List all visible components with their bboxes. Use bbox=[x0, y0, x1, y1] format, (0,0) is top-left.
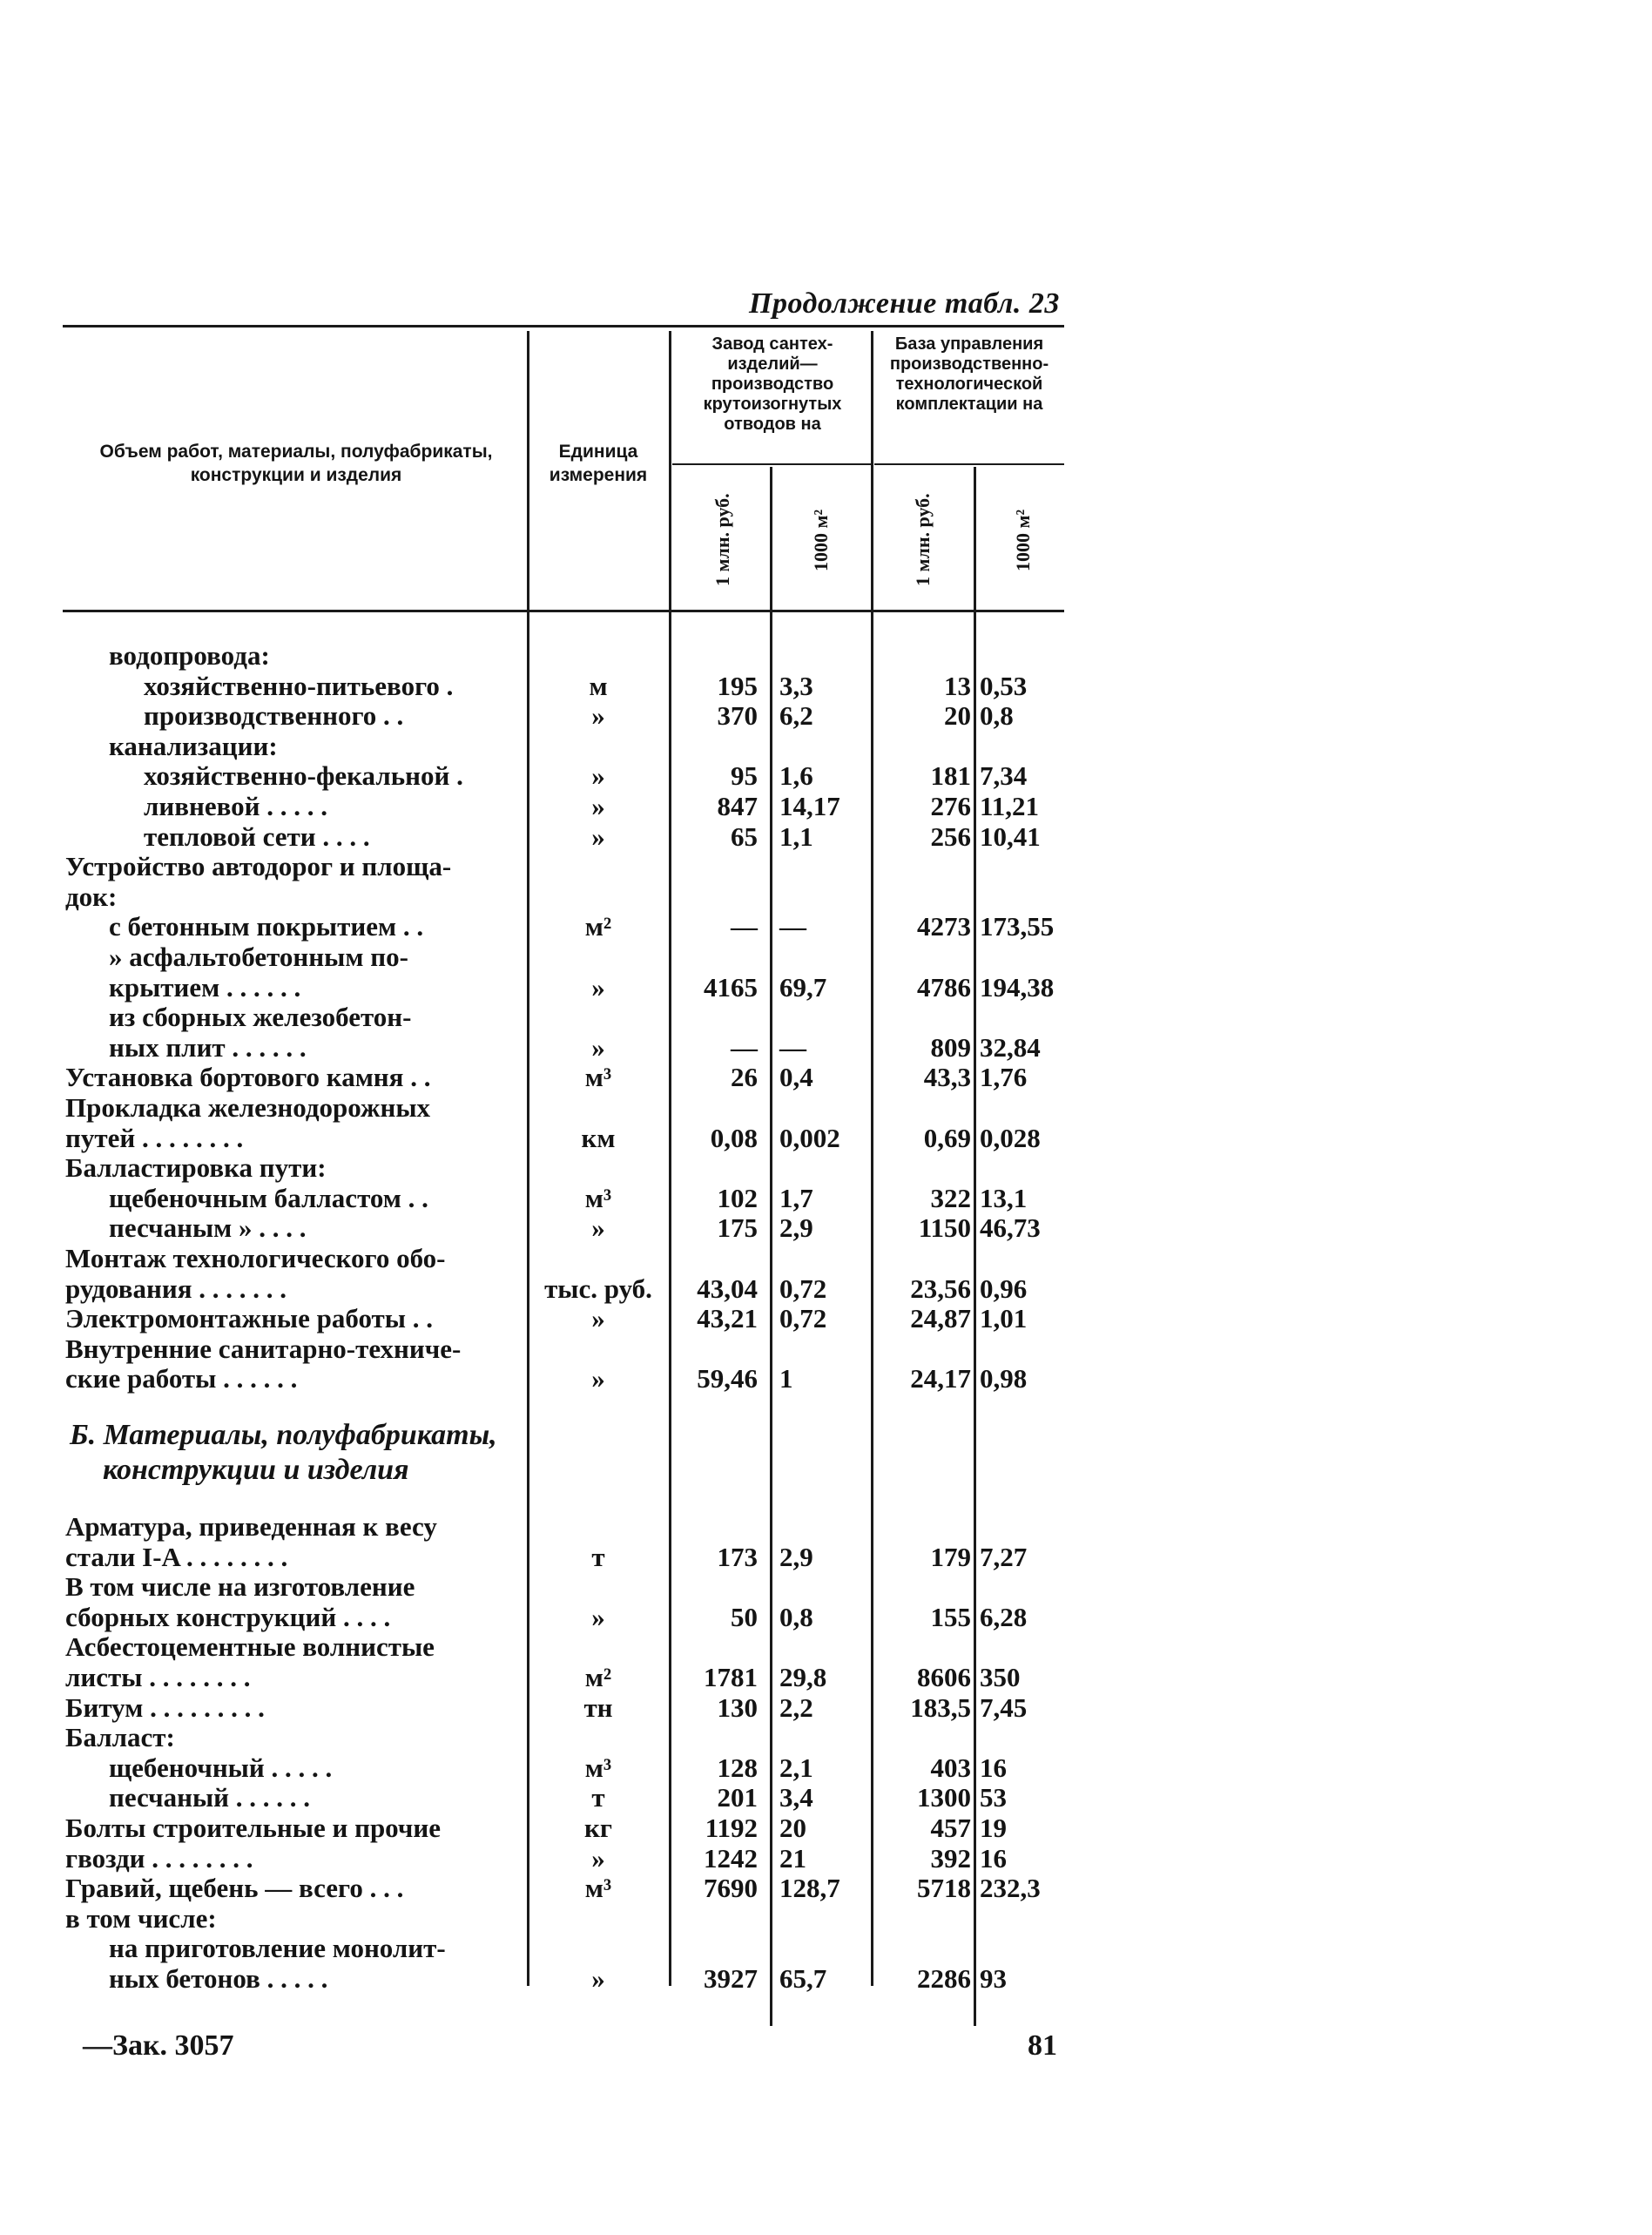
row-unit: км bbox=[581, 1122, 616, 1153]
row-value-b-1000: 53 bbox=[980, 1782, 1007, 1813]
row-value-b-1000: 6,28 bbox=[980, 1601, 1028, 1632]
row-value-b-mln: 276 bbox=[930, 791, 971, 821]
row-value-a-mln: 50 bbox=[731, 1601, 758, 1632]
row-value-b-mln: 809 bbox=[930, 1031, 971, 1063]
row-unit: » bbox=[591, 820, 605, 852]
row-value-a-mln: 195 bbox=[717, 670, 758, 701]
row-name: Битум . . . . . . . . . bbox=[65, 1691, 265, 1723]
row-value-b-1000: 93 bbox=[980, 1963, 1007, 1994]
row-value-a-1000: 20 bbox=[779, 1813, 806, 1843]
row-value-b-1000: 0,53 bbox=[980, 670, 1028, 701]
row-value-a-mln: 173 bbox=[717, 1541, 758, 1572]
row-value-a-mln: 130 bbox=[717, 1691, 758, 1723]
row-value-a-mln: 847 bbox=[717, 791, 758, 821]
row-value-b-mln: 322 bbox=[930, 1182, 971, 1213]
row-value-a-1000: 2,1 bbox=[779, 1752, 813, 1783]
row-unit: тн bbox=[583, 1691, 613, 1723]
header-bottom-rule bbox=[63, 610, 1064, 612]
row-name: канализации: bbox=[109, 730, 278, 761]
row-name: Балласт: bbox=[65, 1722, 175, 1753]
row-unit: » bbox=[591, 1601, 605, 1632]
row-unit: » bbox=[591, 1842, 605, 1874]
row-value-b-1000: 1,76 bbox=[980, 1062, 1028, 1093]
row-name: листы . . . . . . . . bbox=[65, 1662, 251, 1692]
row-value-b-mln: 0,69 bbox=[923, 1122, 971, 1153]
row-name: тепловой сети . . . . bbox=[144, 820, 370, 852]
row-value-a-mln: 43,04 bbox=[697, 1273, 758, 1304]
row-value-b-1000: 0,98 bbox=[980, 1363, 1028, 1394]
row-name: с бетонным покрытием . . bbox=[109, 911, 424, 942]
page-number: 81 bbox=[1028, 2029, 1057, 2062]
row-value-b-mln: 392 bbox=[930, 1842, 971, 1874]
row-value-b-1000: 11,21 bbox=[980, 791, 1040, 821]
row-value-b-1000: 32,84 bbox=[980, 1031, 1041, 1063]
row-value-a-mln: 1781 bbox=[704, 1662, 758, 1692]
col-divider-unit bbox=[669, 331, 671, 1986]
row-value-a-1000: 2,9 bbox=[779, 1212, 813, 1244]
row-name: ливневой . . . . . bbox=[144, 791, 328, 821]
row-name: Гравий, щебень — всего . . . bbox=[65, 1873, 404, 1904]
row-value-b-1000: 7,27 bbox=[980, 1541, 1028, 1572]
row-value-a-mln: 4165 bbox=[704, 971, 758, 1003]
row-value-b-mln: 457 bbox=[930, 1813, 971, 1843]
row-name: Арматура, приведенная к весу bbox=[65, 1511, 437, 1542]
row-unit: » bbox=[591, 1212, 605, 1244]
row-unit: м³ bbox=[584, 1873, 612, 1904]
row-unit: » bbox=[591, 700, 605, 732]
row-unit: » bbox=[591, 1303, 605, 1334]
row-name: на приготовление монолит- bbox=[109, 1933, 446, 1964]
table-top-rule bbox=[63, 325, 1064, 327]
row-unit: » bbox=[591, 1363, 605, 1394]
row-value-a-1000: 128,7 bbox=[779, 1873, 840, 1904]
row-value-b-mln: 43,3 bbox=[923, 1062, 971, 1093]
row-unit: тыс. руб. bbox=[544, 1273, 652, 1304]
row-name: Балластировка пути: bbox=[65, 1152, 327, 1184]
row-value-b-mln: 4786 bbox=[917, 971, 971, 1003]
row-name: ных плит . . . . . . bbox=[109, 1031, 307, 1063]
row-value-a-mln: 65 bbox=[731, 820, 758, 852]
header-sub-a-mln: 1 млн. руб. bbox=[711, 493, 733, 587]
col-divider-b bbox=[974, 467, 976, 2026]
row-value-a-mln: 201 bbox=[717, 1782, 758, 1813]
row-value-a-1000: 0,72 bbox=[779, 1273, 827, 1304]
row-value-a-1000: 29,8 bbox=[779, 1662, 827, 1692]
row-unit: м³ bbox=[584, 1182, 612, 1213]
row-name: Болты строительные и прочие bbox=[65, 1813, 441, 1843]
row-unit: м³ bbox=[584, 1062, 612, 1093]
row-name: песчаным » . . . . bbox=[109, 1212, 307, 1244]
row-name: ных бетонов . . . . . bbox=[109, 1963, 328, 1994]
row-value-a-mln: 0,08 bbox=[710, 1122, 758, 1153]
row-value-b-1000: 173,55 bbox=[980, 911, 1055, 942]
row-value-b-1000: 232,3 bbox=[980, 1873, 1041, 1904]
row-value-b-mln: 256 bbox=[930, 820, 971, 852]
row-value-a-1000: 0,002 bbox=[779, 1122, 840, 1153]
row-value-a-1000: 0,8 bbox=[779, 1601, 813, 1632]
section-b-title-line1: Б. Материалы, полуфабрикаты, bbox=[70, 1419, 497, 1451]
row-value-a-mln: 43,21 bbox=[697, 1303, 758, 1334]
footer-order-number: —Зак. 3057 bbox=[83, 2029, 234, 2062]
row-value-b-1000: 194,38 bbox=[980, 971, 1055, 1003]
row-name: ские работы . . . . . . bbox=[65, 1363, 298, 1394]
row-name: док: bbox=[65, 881, 118, 912]
row-value-a-1000: 69,7 bbox=[779, 971, 827, 1003]
row-unit: т bbox=[591, 1541, 605, 1572]
row-value-a-mln: 1192 bbox=[705, 1813, 758, 1843]
row-value-a-mln: 26 bbox=[731, 1062, 758, 1093]
row-value-a-mln: 102 bbox=[717, 1182, 758, 1213]
row-value-b-1000: 7,45 bbox=[980, 1691, 1028, 1723]
row-value-a-1000: 3,4 bbox=[779, 1782, 813, 1813]
row-unit: м bbox=[589, 670, 608, 701]
row-unit: » bbox=[591, 1963, 605, 1994]
row-name: песчаный . . . . . . bbox=[109, 1782, 311, 1813]
group-b-underline bbox=[874, 463, 1064, 465]
row-value-a-1000: 1,1 bbox=[779, 820, 813, 852]
row-value-b-1000: 0,8 bbox=[980, 700, 1014, 732]
row-value-b-1000: 350 bbox=[980, 1662, 1021, 1692]
row-unit: т bbox=[591, 1782, 605, 1813]
row-value-a-1000: 21 bbox=[779, 1842, 806, 1874]
row-name: Монтаж технологического обо- bbox=[65, 1243, 446, 1273]
header-sub-b-mln: 1 млн. руб. bbox=[912, 493, 934, 587]
row-unit: » bbox=[591, 760, 605, 792]
row-value-a-1000: — bbox=[779, 1031, 806, 1063]
row-name: хозяйственно-фекальной . bbox=[144, 760, 463, 792]
row-value-a-mln: 7690 bbox=[704, 1873, 758, 1904]
row-value-b-mln: 2286 bbox=[917, 1963, 971, 1994]
row-value-b-mln: 8606 bbox=[917, 1662, 971, 1692]
row-value-b-1000: 13,1 bbox=[980, 1182, 1028, 1213]
row-value-b-mln: 24,87 bbox=[910, 1303, 971, 1334]
row-value-b-mln: 1150 bbox=[918, 1212, 971, 1244]
row-value-b-1000: 16 bbox=[980, 1752, 1007, 1783]
row-name: Прокладка железнодорожных bbox=[65, 1092, 431, 1123]
row-name: путей . . . . . . . . bbox=[65, 1122, 244, 1153]
row-name: Установка бортового камня . . bbox=[65, 1062, 431, 1093]
row-name: » асфальтобетонным по- bbox=[109, 942, 408, 972]
row-value-b-1000: 16 bbox=[980, 1842, 1007, 1874]
row-name: щебеночным балластом . . bbox=[109, 1182, 428, 1213]
row-name: крытием . . . . . . bbox=[109, 971, 301, 1003]
row-unit: м² bbox=[584, 911, 612, 942]
row-value-a-1000: 1,6 bbox=[779, 760, 813, 792]
row-name: производственного . . bbox=[144, 700, 404, 732]
row-value-b-1000: 19 bbox=[980, 1813, 1007, 1843]
row-unit: » bbox=[591, 791, 605, 821]
header-sub-b-1000: 1000 м² bbox=[1012, 509, 1034, 571]
row-name: рудования . . . . . . . bbox=[65, 1273, 287, 1304]
header-group-a: Завод сантех-изделий—производство крутоизогнутых отводов на bbox=[703, 334, 842, 434]
row-unit: » bbox=[591, 971, 605, 1003]
row-name: Устройство автодорог и площа- bbox=[65, 851, 452, 882]
row-name: Асбестоцементные волнистые bbox=[65, 1631, 435, 1663]
row-value-b-1000: 0,96 bbox=[980, 1273, 1028, 1304]
header-col-name: Объем работ, материалы, полуфабрикаты, конструкции и изделия bbox=[99, 442, 493, 485]
row-value-b-1000: 0,028 bbox=[980, 1122, 1041, 1153]
row-value-b-1000: 10,41 bbox=[980, 820, 1041, 852]
row-value-b-mln: 181 bbox=[930, 760, 971, 792]
col-divider-name bbox=[527, 331, 529, 1986]
row-value-b-mln: 403 bbox=[930, 1752, 971, 1783]
header-group-b: База управления производственно-технологической комплектации на bbox=[889, 334, 1049, 414]
header-col-unit: Единица измерения bbox=[549, 442, 648, 485]
row-name: В том числе на изготовление bbox=[65, 1571, 415, 1603]
row-unit: м³ bbox=[584, 1752, 612, 1783]
row-unit: м² bbox=[584, 1662, 612, 1692]
row-value-a-mln: 59,46 bbox=[697, 1363, 758, 1394]
row-name: сборных конструкций . . . . bbox=[65, 1601, 391, 1632]
row-name: в том числе: bbox=[65, 1902, 217, 1934]
row-value-a-mln: 370 bbox=[717, 700, 758, 732]
row-value-a-1000: 2,9 bbox=[779, 1541, 813, 1572]
row-value-a-mln: 3927 bbox=[704, 1963, 758, 1994]
row-name: Внутренние санитарно-техниче- bbox=[65, 1333, 462, 1364]
row-value-b-mln: 5718 bbox=[917, 1873, 971, 1904]
row-value-a-1000: 2,2 bbox=[779, 1691, 813, 1723]
row-value-a-1000: 0,4 bbox=[779, 1062, 813, 1093]
row-name: хозяйственно-питьевого . bbox=[144, 670, 454, 701]
row-value-b-mln: 4273 bbox=[917, 911, 971, 942]
row-value-a-mln: 1242 bbox=[704, 1842, 758, 1874]
col-divider-group bbox=[871, 331, 873, 1986]
row-value-b-1000: 46,73 bbox=[980, 1212, 1041, 1244]
row-value-a-1000: 14,17 bbox=[779, 791, 840, 821]
row-value-b-mln: 183,5 bbox=[910, 1691, 971, 1723]
row-value-b-mln: 23,56 bbox=[910, 1273, 971, 1304]
row-value-a-1000: 6,2 bbox=[779, 700, 813, 732]
header-sub-a-1000: 1000 м² bbox=[810, 509, 832, 571]
row-value-a-1000: 3,3 bbox=[779, 670, 813, 701]
group-a-underline bbox=[672, 463, 871, 465]
row-name: гвозди . . . . . . . . bbox=[65, 1842, 253, 1874]
row-value-a-mln: — bbox=[731, 911, 758, 942]
row-name: щебеночный . . . . . bbox=[109, 1752, 333, 1783]
row-value-b-1000: 1,01 bbox=[980, 1303, 1028, 1334]
row-value-b-1000: 7,34 bbox=[980, 760, 1028, 792]
row-name: из сборных железобетон- bbox=[109, 1002, 412, 1033]
row-value-a-1000: 0,72 bbox=[779, 1303, 827, 1334]
row-value-a-mln: 128 bbox=[717, 1752, 758, 1783]
row-unit: » bbox=[591, 1031, 605, 1063]
table-continuation-title: Продолжение табл. 23 bbox=[749, 287, 1060, 320]
row-name: водопровода: bbox=[109, 640, 270, 671]
section-b-title-line2: конструкции и изделия bbox=[103, 1454, 409, 1486]
row-value-b-mln: 20 bbox=[944, 700, 971, 732]
row-value-b-mln: 13 bbox=[944, 670, 971, 701]
row-value-a-1000: 65,7 bbox=[779, 1963, 827, 1994]
row-value-b-mln: 179 bbox=[930, 1541, 971, 1572]
row-value-a-mln: — bbox=[731, 1031, 758, 1063]
row-value-b-mln: 1300 bbox=[917, 1782, 971, 1813]
row-name: Электромонтажные работы . . bbox=[65, 1303, 433, 1334]
row-value-a-mln: 95 bbox=[731, 760, 758, 792]
row-name: стали I-A . . . . . . . . bbox=[65, 1541, 288, 1572]
row-value-a-mln: 175 bbox=[717, 1212, 758, 1244]
col-divider-a bbox=[770, 467, 772, 2026]
row-value-b-mln: 155 bbox=[930, 1601, 971, 1632]
row-value-a-1000: 1,7 bbox=[779, 1182, 813, 1213]
row-unit: кг bbox=[584, 1813, 612, 1843]
row-value-a-1000: — bbox=[779, 911, 806, 942]
row-value-b-mln: 24,17 bbox=[910, 1363, 971, 1394]
row-value-a-1000: 1 bbox=[779, 1363, 793, 1394]
